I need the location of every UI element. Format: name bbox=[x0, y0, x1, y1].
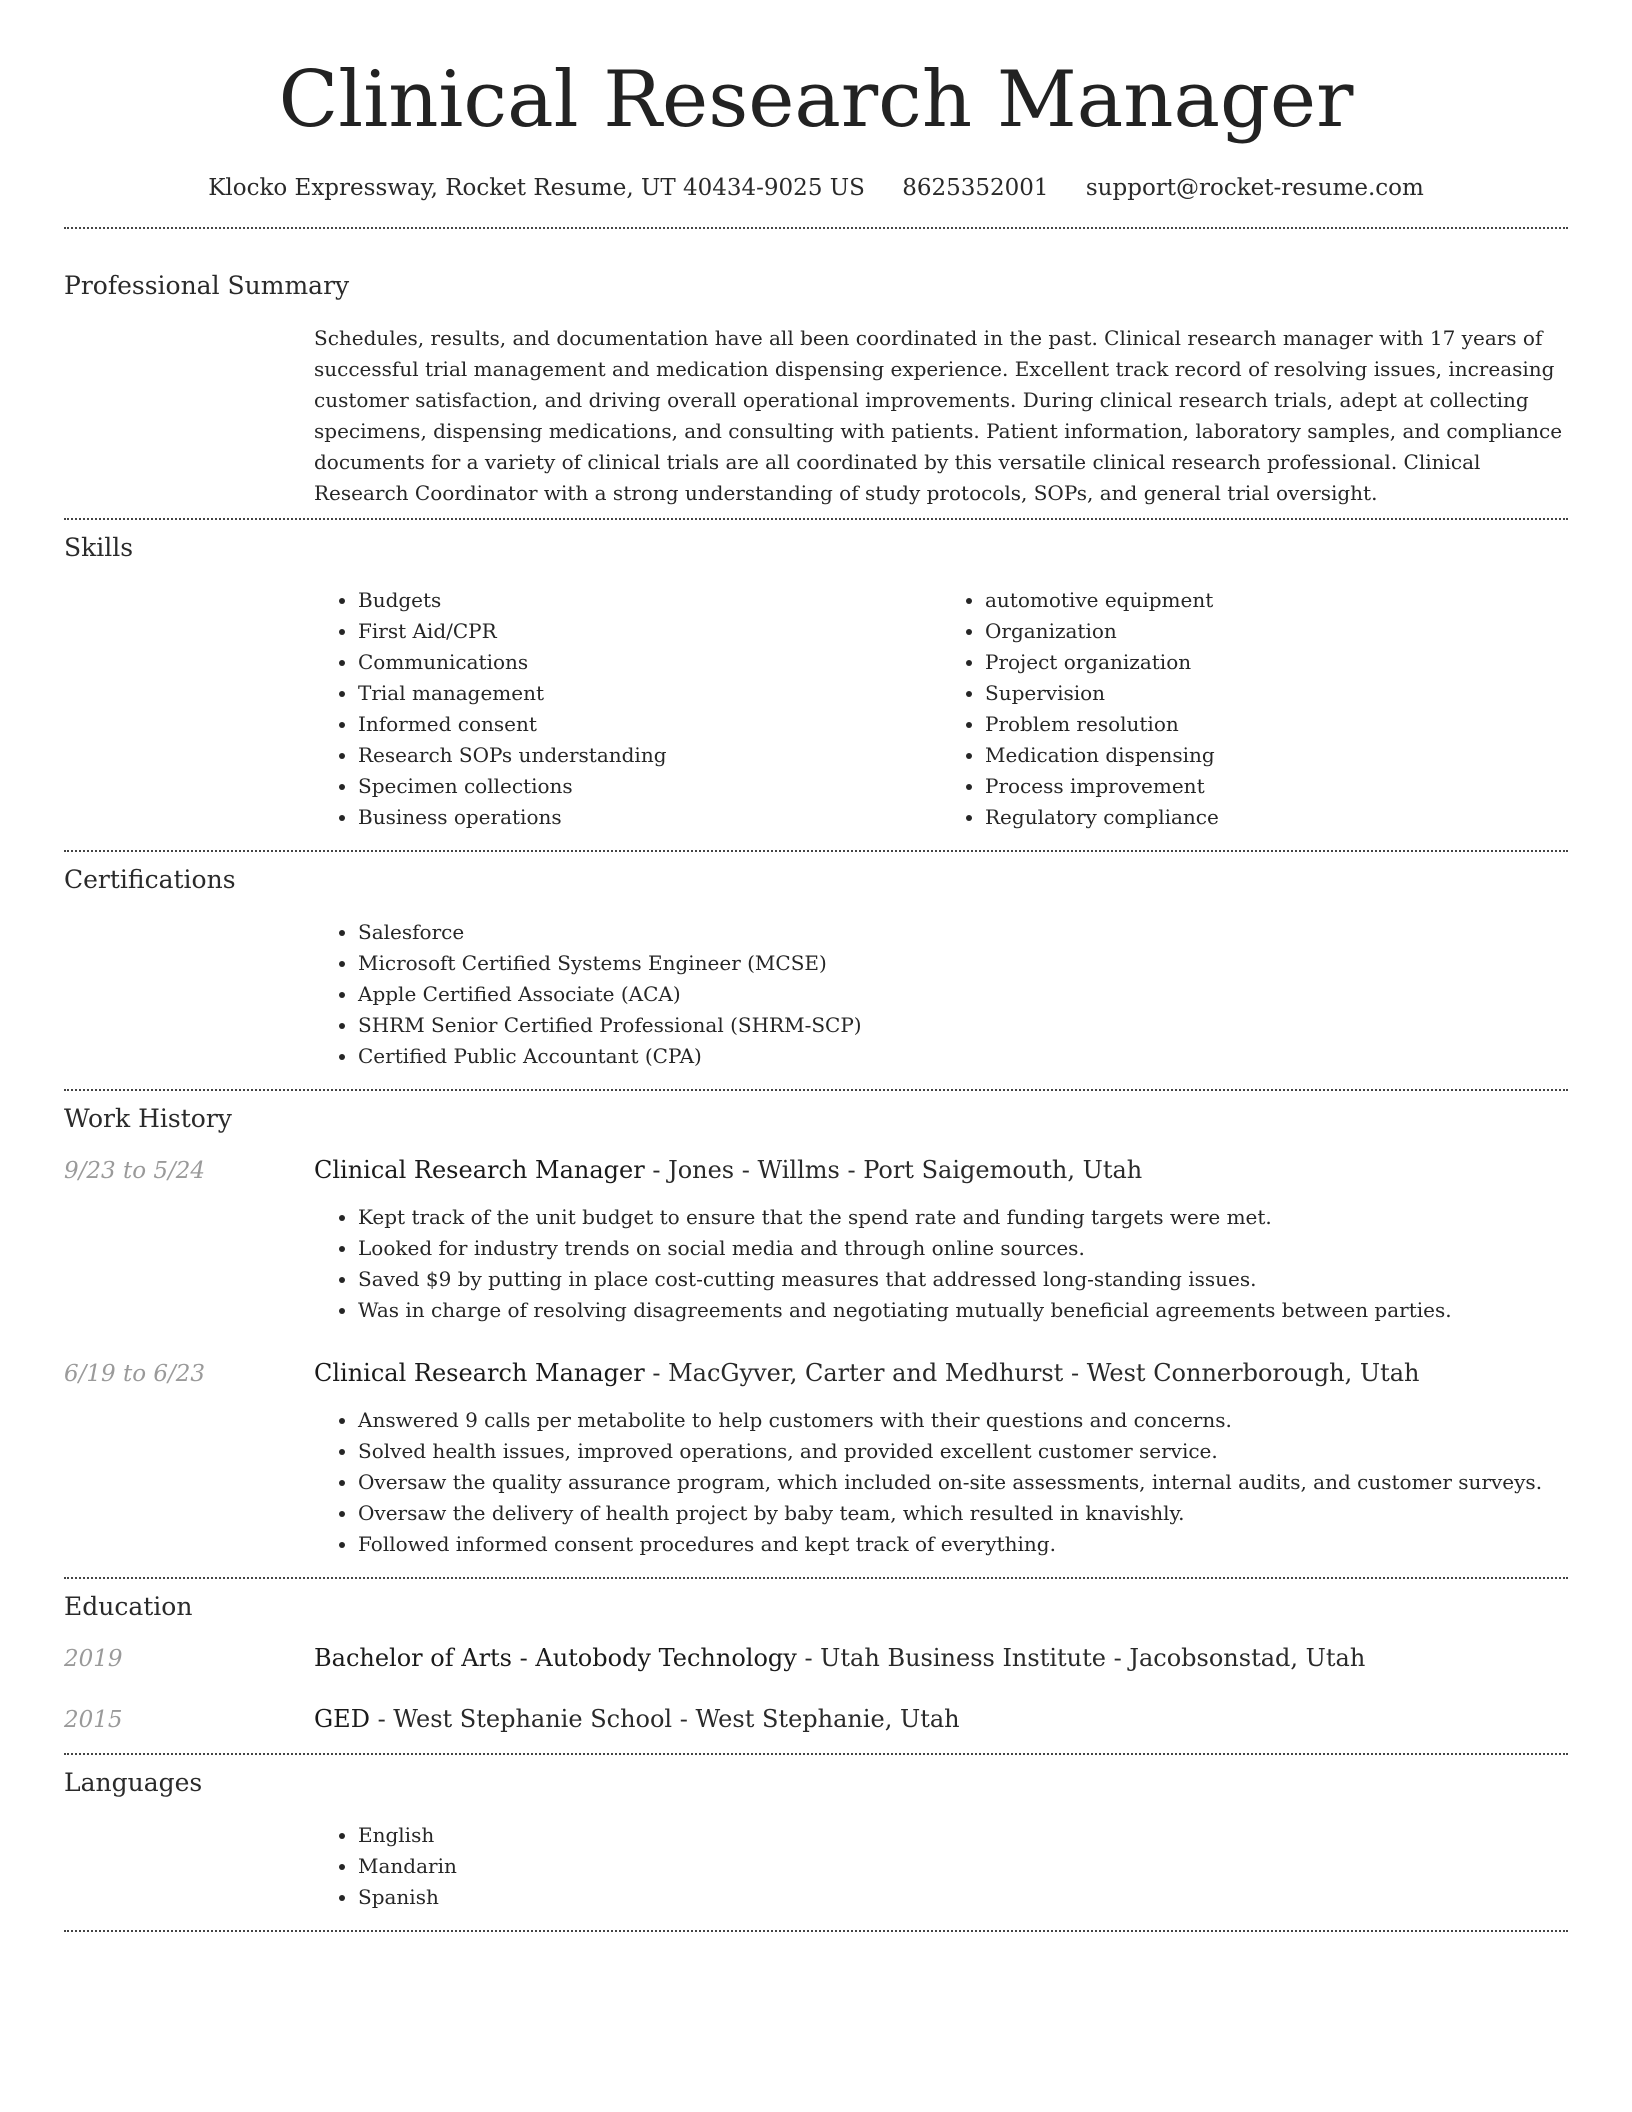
job-bullet: • Saved $9 by putting in place cost-cutting measures that addressed long-standing issues. bbox=[358, 1264, 1568, 1295]
skill-item: • Organization bbox=[985, 616, 1568, 647]
job-bullet: • Looked for industry trends on social media and through online sources. bbox=[358, 1233, 1568, 1264]
divider bbox=[64, 1930, 1568, 1932]
section-title-education: Education bbox=[64, 1592, 193, 1621]
section-title-work: Work History bbox=[64, 1104, 232, 1133]
education-heading bbox=[314, 1644, 1365, 1672]
skills-list-left bbox=[314, 585, 941, 833]
skill-item: • Informed consent bbox=[358, 709, 941, 740]
certification-item: • Salesforce bbox=[358, 917, 1568, 948]
education-entry bbox=[64, 1705, 1568, 1733]
job-bullets bbox=[314, 1405, 1568, 1560]
education-school: - Utah Business Institute - Jacobsonstad, Utah bbox=[796, 1644, 1366, 1672]
job-entry bbox=[64, 1359, 1568, 1560]
job-bullet: • Solved health issues, improved operations, and provided excellent customer service. bbox=[358, 1436, 1568, 1467]
language-item: • Spanish bbox=[358, 1882, 1568, 1913]
skill-item: • Communications bbox=[358, 647, 941, 678]
skills-list-right bbox=[941, 585, 1568, 833]
job-bullet: • Oversaw the delivery of health project by baby team, which resulted in knavishly. bbox=[358, 1498, 1568, 1529]
resume-header bbox=[64, 0, 1568, 204]
skill-item: • Business operations bbox=[358, 802, 941, 833]
job-bullet: • Oversaw the quality assurance program, which included on-site assessments, internal audits, and customer surveys. bbox=[358, 1467, 1568, 1498]
job-employer: - Jones - Willms - Port Saigemouth, Utah bbox=[644, 1156, 1143, 1184]
divider bbox=[64, 1089, 1568, 1091]
languages-list bbox=[314, 1820, 1568, 1913]
skill-item: • Process improvement bbox=[985, 771, 1568, 802]
summary-section bbox=[64, 269, 1568, 509]
skills-columns bbox=[314, 585, 1568, 833]
skill-item: • Problem resolution bbox=[985, 709, 1568, 740]
language-item: • Mandarin bbox=[358, 1851, 1568, 1882]
certifications-section bbox=[64, 863, 1568, 1072]
contact-address: Klocko Expressway, Rocket Resume, UT 40434-9025 US bbox=[208, 175, 865, 201]
section-title-certifications: Certifications bbox=[64, 865, 236, 894]
job-bullet: • Answered 9 calls per metabolite to help customers with their questions and concerns. bbox=[358, 1405, 1568, 1436]
skills-section bbox=[64, 531, 1568, 833]
divider bbox=[64, 1753, 1568, 1755]
education-year: 2015 bbox=[64, 1707, 123, 1733]
job-bullets bbox=[314, 1202, 1568, 1326]
divider bbox=[64, 227, 1568, 229]
skill-item: • First Aid/CPR bbox=[358, 616, 941, 647]
divider bbox=[64, 518, 1568, 520]
education-heading bbox=[314, 1705, 960, 1733]
skill-item: • Specimen collections bbox=[358, 771, 941, 802]
job-employer: - MacGyver, Carter and Medhurst - West Connerborough, Utah bbox=[644, 1359, 1420, 1387]
skill-item: • Research SOPs understanding bbox=[358, 740, 941, 771]
languages-section bbox=[64, 1766, 1568, 1913]
job-dates: 6/19 to 6/23 bbox=[64, 1361, 206, 1387]
section-title-summary: Professional Summary bbox=[64, 271, 350, 300]
education-entry bbox=[64, 1644, 1568, 1672]
job-bullet: • Followed informed consent procedures and kept track of everything. bbox=[358, 1529, 1568, 1560]
summary-text: Schedules, results, and documentation have all been coordinated in the past. Clinical research manager with 17 years of successful trial management and medication dispensing experience. Excellent track record of resolving issues, increasing customer satisfaction, and driving overall operational improvements. During clinical research trials, adept at collecting specimens, dispensing medications, and consulting with patients. Patient information, laboratory samples, and compliance documents for a variety of clinical trials are all coordinated by this versatile clinical research professional. Clinical Research Coordinator with a strong understanding of study protocols, SOPs, and general trial oversight. bbox=[314, 326, 1563, 505]
certification-item: • Microsoft Certified Systems Engineer (MCSE) bbox=[358, 948, 1568, 979]
certifications-list bbox=[314, 917, 1568, 1072]
skill-item: • Project organization bbox=[985, 647, 1568, 678]
job-role: Clinical Research Manager bbox=[314, 1156, 645, 1184]
job-heading bbox=[314, 1359, 1420, 1387]
job-dates: 9/23 to 5/24 bbox=[64, 1158, 206, 1184]
skill-item: • Medication dispensing bbox=[985, 740, 1568, 771]
education-section bbox=[64, 1590, 1568, 1733]
education-year: 2019 bbox=[64, 1646, 123, 1672]
certification-item: • Apple Certified Associate (ACA) bbox=[358, 979, 1568, 1010]
skill-item: • Trial management bbox=[358, 678, 941, 709]
work-history-section bbox=[64, 1102, 1568, 1560]
job-bullet: • Was in charge of resolving disagreements and negotiating mutually beneficial agreements between parties. bbox=[358, 1295, 1568, 1326]
education-degree: GED bbox=[314, 1705, 370, 1733]
contact-line bbox=[64, 172, 1568, 204]
candidate-name: Clinical Research Manager bbox=[278, 55, 1354, 145]
education-school: - West Stephanie School - West Stephanie, Utah bbox=[369, 1705, 960, 1733]
certification-item: • Certified Public Accountant (CPA) bbox=[358, 1041, 1568, 1072]
education-degree: Bachelor of Arts - Autobody Technology bbox=[314, 1644, 797, 1672]
skill-item: • Supervision bbox=[985, 678, 1568, 709]
section-title-skills: Skills bbox=[64, 533, 134, 562]
contact-email: support@rocket-resume.com bbox=[1085, 175, 1424, 201]
language-item: • English bbox=[358, 1820, 1568, 1851]
job-bullet: • Kept track of the unit budget to ensure that the spend rate and funding targets were met. bbox=[358, 1202, 1568, 1233]
skill-item: • Regulatory compliance bbox=[985, 802, 1568, 833]
section-title-languages: Languages bbox=[64, 1768, 203, 1797]
skill-item: • automotive equipment bbox=[985, 585, 1568, 616]
job-role: Clinical Research Manager bbox=[314, 1359, 645, 1387]
certification-item: • SHRM Senior Certified Professional (SHRM-SCP) bbox=[358, 1010, 1568, 1041]
job-entry bbox=[64, 1156, 1568, 1326]
contact-phone: 8625352001 bbox=[902, 175, 1049, 201]
skill-item: • Budgets bbox=[358, 585, 941, 616]
job-heading bbox=[314, 1156, 1142, 1184]
divider bbox=[64, 1577, 1568, 1579]
divider bbox=[64, 850, 1568, 852]
